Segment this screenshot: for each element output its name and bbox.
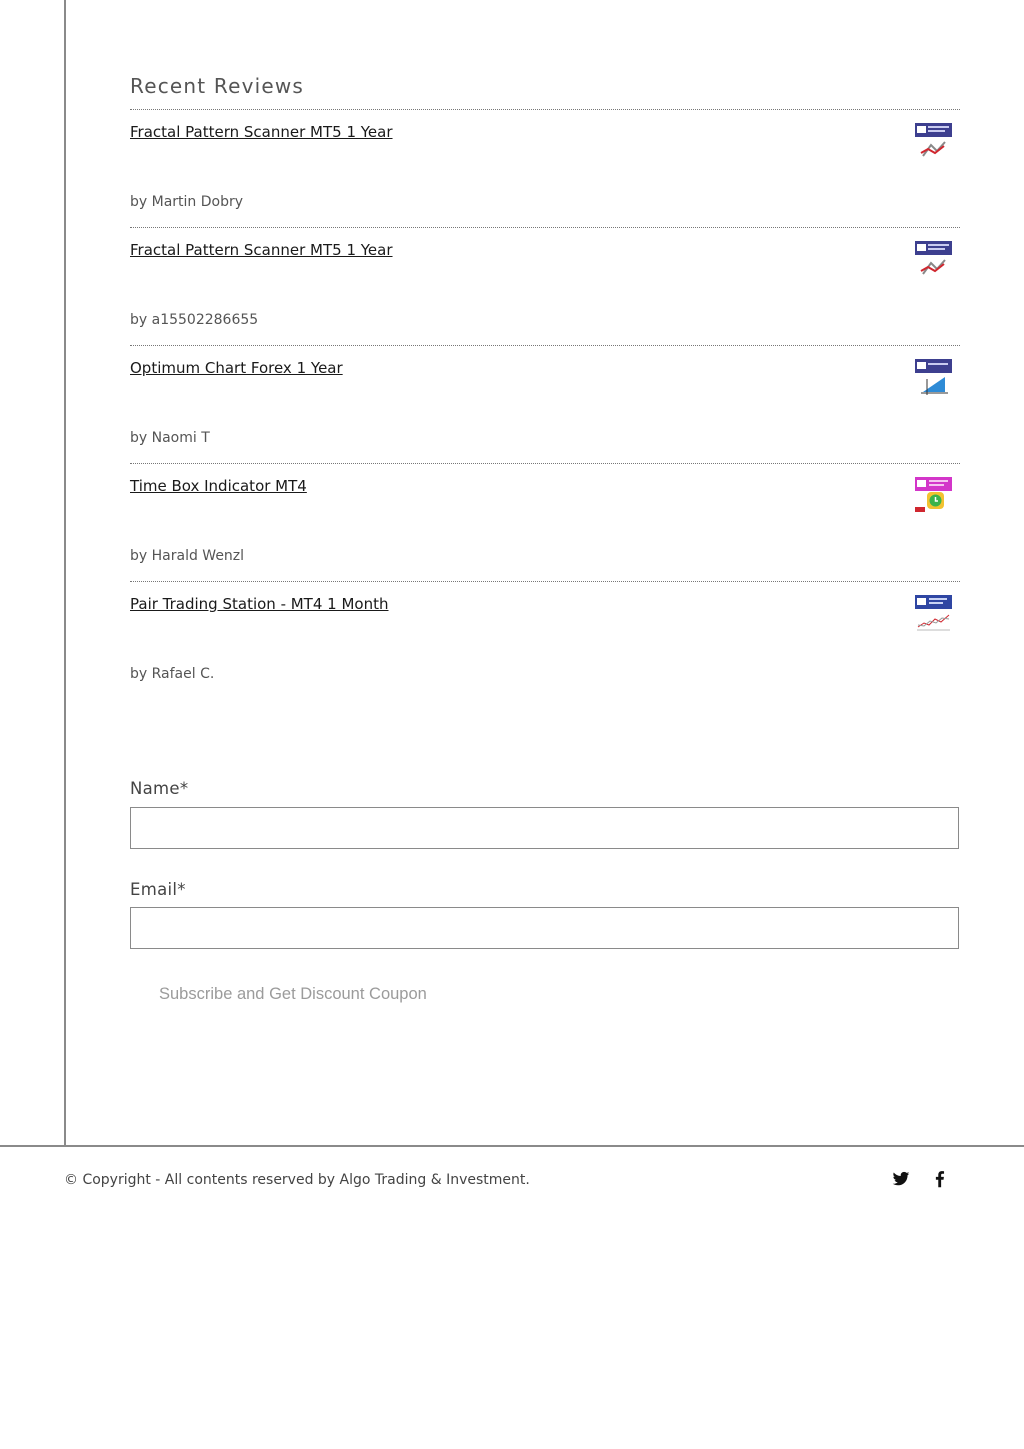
review-author: by Martin Dobry [130, 194, 244, 210]
review-item [130, 109, 960, 227]
twitter-icon[interactable] [892, 1170, 910, 1188]
review-product-link[interactable]: Pair Trading Station - MT4 1 Month [130, 595, 389, 613]
subscribe-button[interactable]: Subscribe and Get Discount Coupon [159, 985, 427, 1003]
review-list [130, 109, 960, 699]
fractal-scanner-product-icon[interactable] [915, 241, 952, 278]
review-author: by Harald Wenzl [130, 548, 245, 564]
pair-trading-product-icon[interactable] [915, 595, 952, 632]
review-author: by Rafael C. [130, 666, 215, 682]
review-product-link[interactable]: Fractal Pattern Scanner MT5 1 Year [130, 241, 393, 259]
name-label: Name* [130, 779, 189, 798]
review-product-link[interactable]: Fractal Pattern Scanner MT5 1 Year [130, 123, 393, 141]
name-field[interactable] [130, 807, 959, 849]
email-field[interactable] [130, 907, 959, 949]
review-product-link[interactable]: Optimum Chart Forex 1 Year [130, 359, 343, 377]
footer-divider [0, 1145, 1024, 1147]
left-border [64, 0, 66, 1146]
fractal-scanner-product-icon[interactable] [915, 123, 952, 160]
time-box-product-icon[interactable] [915, 477, 952, 514]
copyright-text: © Copyright - All contents reserved by Algo Trading & Investment. [64, 1172, 530, 1188]
review-item [130, 345, 960, 463]
email-label: Email* [130, 880, 186, 899]
optimum-chart-product-icon[interactable] [915, 359, 952, 396]
review-author: by Naomi T [130, 430, 210, 446]
review-item [130, 463, 960, 581]
review-author: by a15502286655 [130, 312, 259, 328]
review-product-link[interactable]: Time Box Indicator MT4 [130, 477, 307, 495]
facebook-icon[interactable] [931, 1170, 949, 1188]
review-item [130, 227, 960, 345]
review-item [130, 581, 960, 699]
recent-reviews-heading: Recent Reviews [130, 74, 305, 98]
